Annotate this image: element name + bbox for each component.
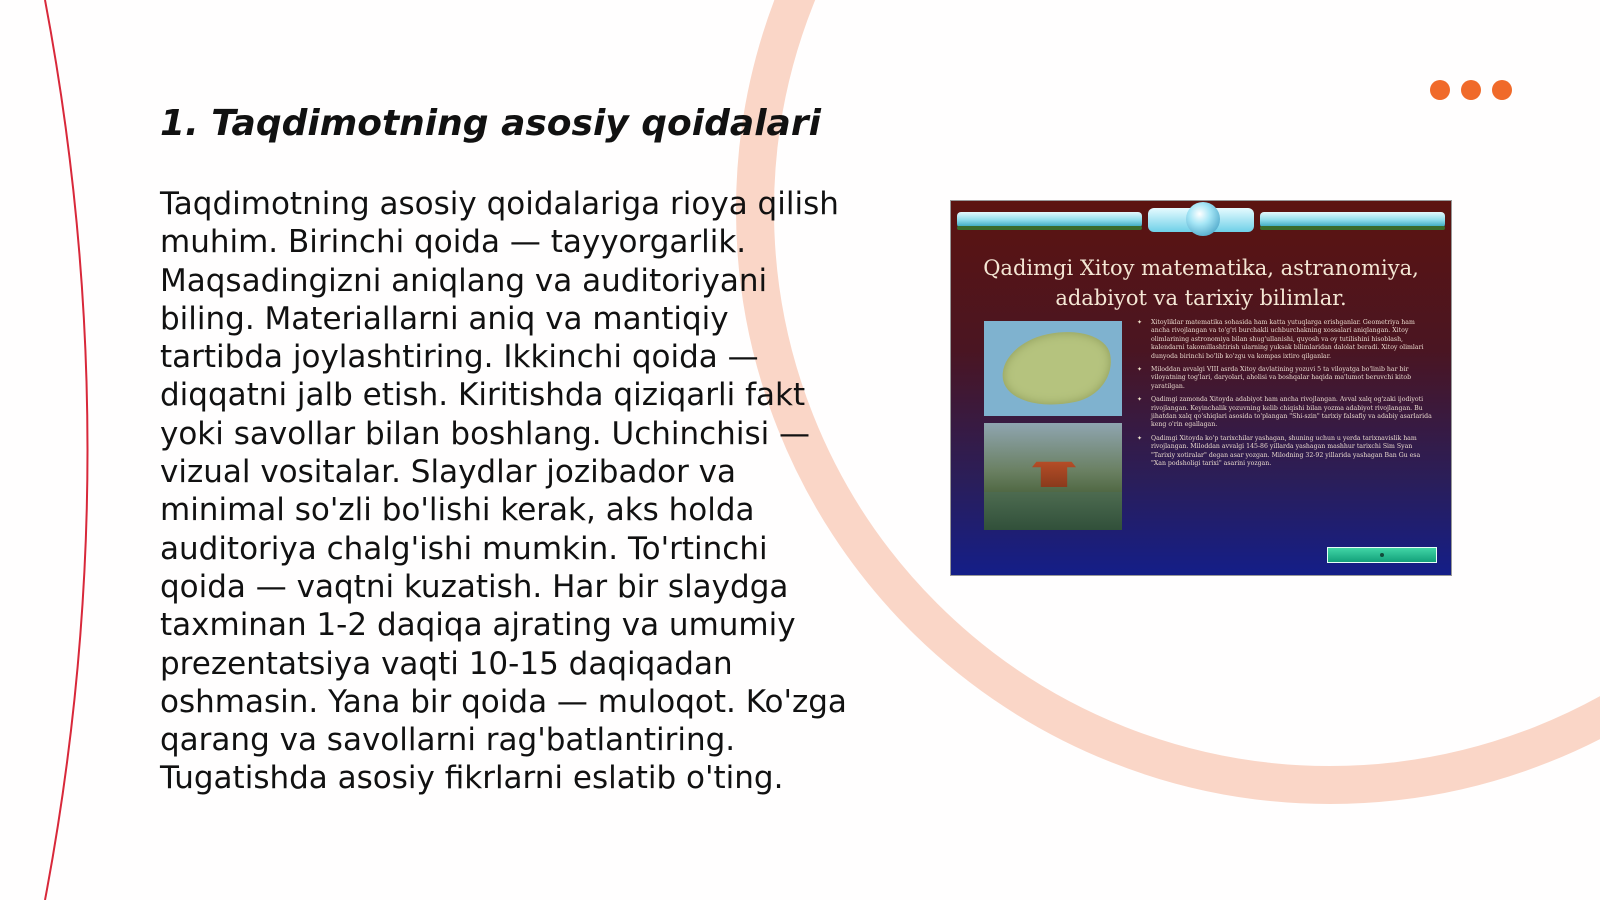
thumbnail-bullet: ✦ Miloddan avvalgi VIII asrda Xitoy davlatining yozuvi 5 ta viloyatga bo'linib har bir viloyatning tog'lari, daryolari, aholisi va boshqalar haqida ma'lumot beruvchi kitob yaratilgan. [1137, 366, 1433, 391]
slide-title: 1. Taqdimotning asosiy qoidalari [160, 103, 821, 144]
thumbnail-title: Qadimgi Xitoy matematika, astranomiya, adabiyot va tarixiy bilimlar. [983, 256, 1419, 310]
bar-segment [957, 212, 1142, 228]
bar-center [1148, 208, 1254, 232]
embedded-slide-image [950, 200, 1452, 576]
menu-dots-icon [1430, 80, 1512, 100]
thumbnail-nav-button [1327, 547, 1437, 563]
dot-icon [1461, 80, 1481, 100]
thumbnail-bullet-list [1137, 319, 1433, 474]
thumbnail-bullet: ✦ Qadimgi zamonda Xitoyda adabiyot ham ancha rivojlangan. Avval xalq og'zaki ijodiyoti rivojlangan. Keyinchalik yozuvning kelib chiqishi bilan yozma adabiyot rivojlangan. Bu jihatdan xalq qo'shiqlari asosida to'plangan "Shi-szin" tarixiy falsafiy va adabiy asarlarida keng o'rin egallagan. [1137, 396, 1433, 430]
dot-icon [1492, 80, 1512, 100]
thumbnail-bullet: ✦ Xitoyliklar matematika sohasida ham katta yutuqlarga erishganlar. Geometriya ham ancha rivojlangan va to'g'ri burchakli uchburchakning xossalari aniqlangan. Xitoy olimlarining astronomiya bilan shug'ullanishi, quyosh va oy tutilishini hisoblash, kalendarni takomillashtirish ularning yuksak bilimlaridan dalolat beradi. Xitoy olimlari dunyoda birinchi bo'lib ko'zgu va kompas ixtiro qilganlar. [1137, 319, 1433, 361]
bar-segment [1260, 212, 1445, 228]
globe-icon [1186, 202, 1220, 236]
dot-icon [1430, 80, 1450, 100]
thumbnail-decorative-bar [957, 209, 1445, 231]
thumbnail-bullet: ✦ Qadimgi Xitoyda ko'p tarixchilar yashagan, shuning uchun u yerda tarixnavislik ham rivojlangan. Miloddan avvalgi 145-86 yillarda yashagan mashhur tarixchi Sim Syan "Tarixiy xotiralar" degan asar yozgan. Milodning 32-92 yillarida yashagan Ban Gu esa "Xan podsholigi tarixi" asarini yozgan. [1137, 435, 1433, 469]
temple-image [984, 423, 1122, 530]
map-image [984, 321, 1122, 416]
slide-body-text: Taqdimotning asosiy qoidalariga rioya qilish muhim. Birinchi qoida — tayyorgarlik. Maqsadingizni aniqlang va auditoriyani biling. Materiallarni aniq va mantiqiy tartibda joylashtiring. Ikkinchi qoida — diqqatni jalb etish. Kiritishda qiziqarli fakt yoki savollar bilan boshlang. Uchinchisi — vizual vositalar. Slaydlar jozibador va minimal so'zli bo'lishi kerak, aks holda auditoriya chalg'ishi mumkin. To'rtinchi qoida — vaqtni kuzatish. Har bir slaydga taxminan 1-2 daqiqa ajrating va umumiy prezentatsiya vaqti 10-15 daqiqadan oshmasin. Yana bir qoida — muloqot. Ko'zga qarang va savollarni rag'batlantiring. Tugatishda asosiy fikrlarni eslatib o'ting. [160, 186, 847, 797]
